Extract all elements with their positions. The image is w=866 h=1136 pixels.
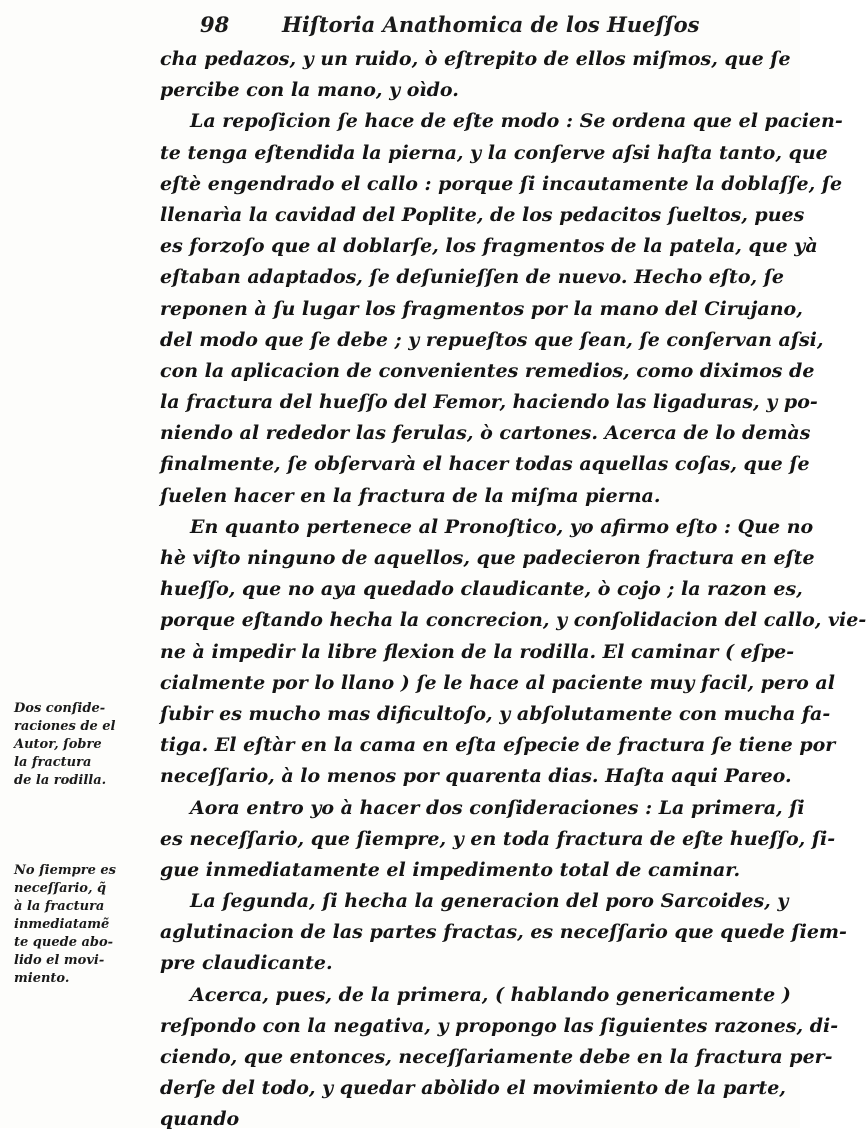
text-line: percibe con la mano, y oìdo.: [160, 79, 459, 102]
text-line: es forzoſo que al doblarſe, los fragmentos de la patela, que yà: [160, 235, 818, 258]
text-line: reſpondo con la negativa, y propongo las ſiguientes razones, di-: [160, 1014, 839, 1037]
text-line: cialmente por lo llano ) ſe le hace al paciente muy facil, pero al: [160, 671, 835, 694]
margin-note-line: No ſiempre es: [14, 863, 116, 878]
running-title: Hiſtoria Anathomica de los Hueſſos: [282, 12, 700, 37]
text-line: cha pedazos, y un ruido, ò eſtrepito de ellos miſmos, que ſe: [160, 48, 791, 70]
page-header: [200, 12, 700, 42]
margin-note-line: te quede abo-: [14, 935, 114, 950]
text-line: pre claudicante.: [160, 952, 333, 975]
text-line: neceſſario, à lo menos por quarenta dias. Haſta aqui Pareo.: [160, 765, 792, 788]
margin-note-line: Autor, ſobre: [14, 737, 102, 752]
text-line: te tenga eſtendida la pierna, y la conſerve aſsi haſta tanto, que: [160, 141, 828, 164]
text-line: niendo al rededor las ferulas, ò cartones. Acerca de lo demàs: [160, 422, 811, 445]
text-line: del modo que ſe debe ; y repueſtos que ſean, ſe conſervan aſsi,: [160, 328, 824, 351]
text-line: quando: [160, 1108, 240, 1131]
text-line: es neceſſario, que ſiempre, y en toda fractura de eſte hueſſo, ſi-: [160, 827, 836, 850]
text-line: reponen à ſu lugar los fragmentos por la mano del Cirujano,: [160, 297, 803, 320]
text-line: eſtè engendrado el callo : porque ſi incautamente la doblaſſe, ſe: [160, 172, 843, 195]
text-line: En quanto pertenece al Pronoſtico, yo afirmo eſto : Que no: [190, 515, 814, 538]
margin-note-line: à la fractura: [14, 899, 105, 914]
margin-note-line: la fractura: [14, 755, 92, 770]
text-line: aglutinacion de las partes fractas, es neceſſario que quede ſiem-: [160, 921, 847, 944]
text-line: La repoſicion ſe hace de eſte modo : Se ordena que el pacien-: [190, 110, 843, 133]
margin-note-line: raciones de el: [14, 719, 116, 734]
text-line: gue inmediatamente el impedimento total de caminar.: [160, 858, 741, 881]
text-line: con la aplicacion de convenientes remedios, como diximos de: [160, 359, 815, 382]
text-line: ciendo, que entonces, neceſſariamente debe en la fractura per-: [160, 1046, 833, 1068]
margin-note-two-considerations: [14, 700, 132, 790]
main-text-column: [160, 44, 866, 1136]
margin-note-line: miento.: [14, 971, 70, 986]
text-line: la fractura del hueſſo del Femor, haciendo las ligaduras, y po-: [160, 391, 818, 414]
margin-note-line: de la rodilla.: [14, 773, 107, 788]
text-line: ſuelen hacer en la fractura de la miſma pierna.: [160, 484, 661, 507]
text-line: tiga. El eſtàr en la cama en eſta eſpecie de fractura ſe tiene por: [160, 734, 836, 757]
text-line: hè viſto ninguno de aquellos, que padecieron fractura en eſte: [160, 547, 815, 569]
text-line: ne à impedir la libre flexion de la rodilla. El caminar ( eſpe-: [160, 640, 795, 663]
text-line: finalmente, ſe obſervarà el hacer todas aquellas coſas, que ſe: [160, 453, 810, 476]
margin-note-line: lido el movi-: [14, 953, 105, 968]
margin-note-not-always-necessary: [14, 862, 132, 988]
text-line: Acerca, pues, de la primera, ( hablando genericamente ): [190, 983, 791, 1006]
text-line: Aora entro yo à hacer dos conſideraciones : La primera, ſi: [190, 796, 805, 819]
page-number: 98: [200, 12, 230, 37]
margin-note-line: Dos conſide-: [14, 701, 106, 716]
text-line: ſubir es mucho mas dificultoſo, y abſolutamente con mucha fa-: [160, 702, 831, 725]
text-line: La ſegunda, ſi hecha la generacion del poro Sarcoides, y: [190, 890, 789, 913]
margin-note-line: neceſſario, q̃: [14, 881, 107, 896]
text-line: hueſſo, que no aya quedado claudicante, ò cojo ; la razon es,: [160, 578, 803, 601]
margin-note-line: inmediatamẽ: [14, 917, 110, 932]
text-line: llenarìa la cavidad del Poplite, de los pedacitos ſueltos, pues: [160, 203, 805, 226]
text-line: eſtaban adaptados, ſe deſunieſſen de nuevo. Hecho eſto, ſe: [160, 266, 784, 289]
text-line: derſe del todo, y quedar abòlido el movimiento de la parte,: [160, 1077, 786, 1100]
text-line: porque eſtando hecha la concrecion, y conſolidacion del callo, vie-: [160, 609, 866, 632]
